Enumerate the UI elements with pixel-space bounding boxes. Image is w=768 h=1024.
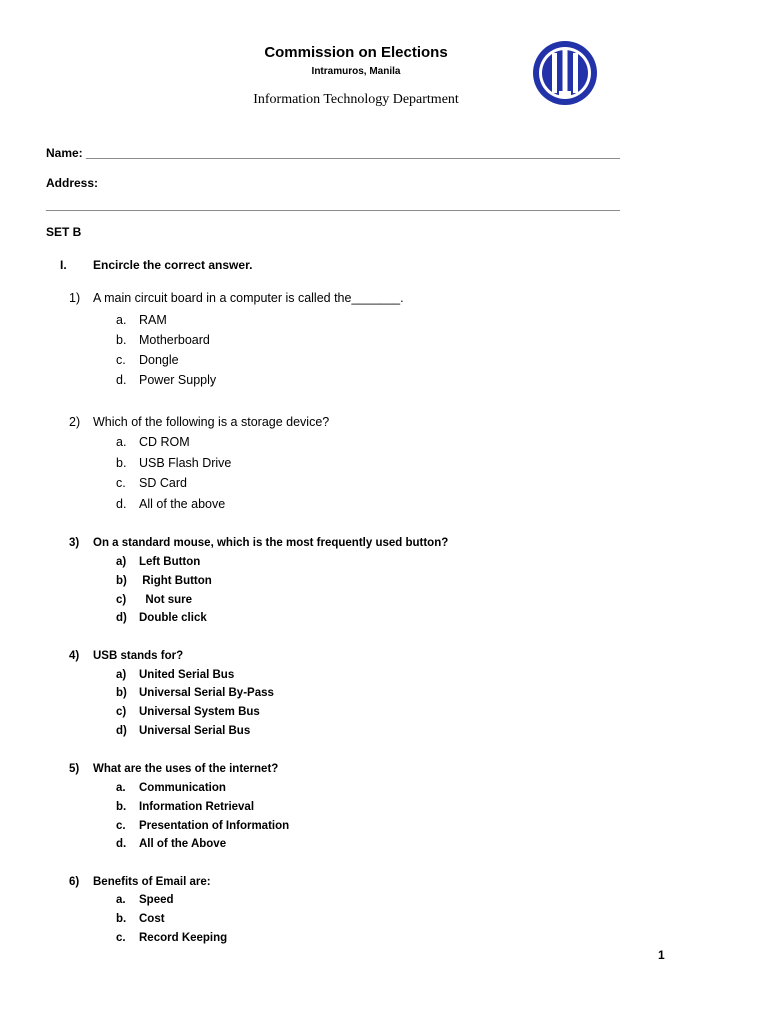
option-text: Universal System Bus [139, 706, 260, 718]
address-label: Address: [46, 176, 99, 190]
option-text: Left Button [139, 556, 201, 568]
option-text: Power Supply [139, 373, 217, 387]
option-letter: a) [116, 556, 127, 568]
option-letter: b. [116, 913, 127, 925]
option-text: All of the above [139, 497, 226, 511]
department-name: Information Technology Department [253, 92, 459, 107]
option-text: CD ROM [139, 435, 190, 449]
question-text: USB stands for? [93, 650, 184, 662]
option-letter: c. [116, 932, 126, 944]
page-number: 1 [658, 948, 665, 962]
option-letter: c) [116, 706, 127, 718]
option-letter: b) [116, 575, 127, 587]
option-letter: d. [116, 838, 127, 850]
section-numeral: I. [60, 258, 67, 272]
section-instruction: Encircle the correct answer. [93, 258, 253, 272]
organization-title: Commission on Elections [264, 44, 448, 61]
option-letter: a. [116, 435, 127, 449]
question-number: 5) [69, 763, 80, 775]
option-letter: a) [116, 669, 127, 681]
option-text: Cost [139, 913, 165, 925]
address-line: ______________________________________________________________________________________ [46, 198, 620, 212]
option-text: Not sure [139, 594, 193, 606]
option-text: Record Keeping [139, 932, 228, 944]
option-letter: b) [116, 687, 127, 699]
option-text: Universal Serial Bus [139, 725, 251, 737]
option-letter: d. [116, 373, 127, 387]
option-letter: b. [116, 333, 127, 347]
question-number: 1) [69, 291, 81, 305]
option-text: Right Button [139, 575, 212, 587]
option-text: Motherboard [139, 333, 210, 347]
option-text: Information Retrieval [139, 801, 255, 813]
question-number: 6) [69, 876, 80, 888]
question-text: A main circuit board in a computer is called the_______. [93, 291, 404, 305]
comelec-seal-icon [531, 39, 599, 107]
question-number: 3) [69, 537, 80, 549]
option-letter: c. [116, 476, 126, 490]
option-letter: b. [116, 456, 127, 470]
option-letter: b. [116, 801, 127, 813]
question-number: 4) [69, 650, 80, 662]
option-text: RAM [139, 313, 167, 327]
set-label: SET B [46, 225, 82, 239]
option-letter: c. [116, 353, 126, 367]
question-text: Which of the following is a storage device? [93, 415, 330, 429]
option-text: Speed [139, 894, 174, 906]
option-text: SD Card [139, 476, 187, 490]
option-letter: d. [116, 497, 127, 511]
option-text: Universal Serial By-Pass [139, 687, 274, 699]
question-text: Benefits of Email are: [93, 876, 211, 888]
option-text: Double click [139, 612, 207, 624]
option-letter: a. [116, 782, 126, 794]
option-text: USB Flash Drive [139, 456, 232, 470]
question-text: What are the uses of the internet? [93, 763, 279, 775]
option-text: All of the Above [139, 838, 227, 850]
option-letter: c) [116, 594, 127, 606]
option-letter: a. [116, 894, 126, 906]
option-letter: a. [116, 313, 127, 327]
organization-location: Intramuros, Manila [311, 66, 401, 77]
option-text: Communication [139, 782, 226, 794]
option-letter: c. [116, 820, 126, 832]
option-letter: d) [116, 725, 127, 737]
option-text: Presentation of Information [139, 820, 290, 832]
name-field: Name: ________________________________________________________________________________ [46, 146, 620, 160]
question-number: 2) [69, 415, 81, 429]
option-text: United Serial Bus [139, 669, 235, 681]
question-text: On a standard mouse, which is the most frequently used button? [93, 537, 449, 549]
option-letter: d) [116, 612, 127, 624]
option-text: Dongle [139, 353, 179, 367]
